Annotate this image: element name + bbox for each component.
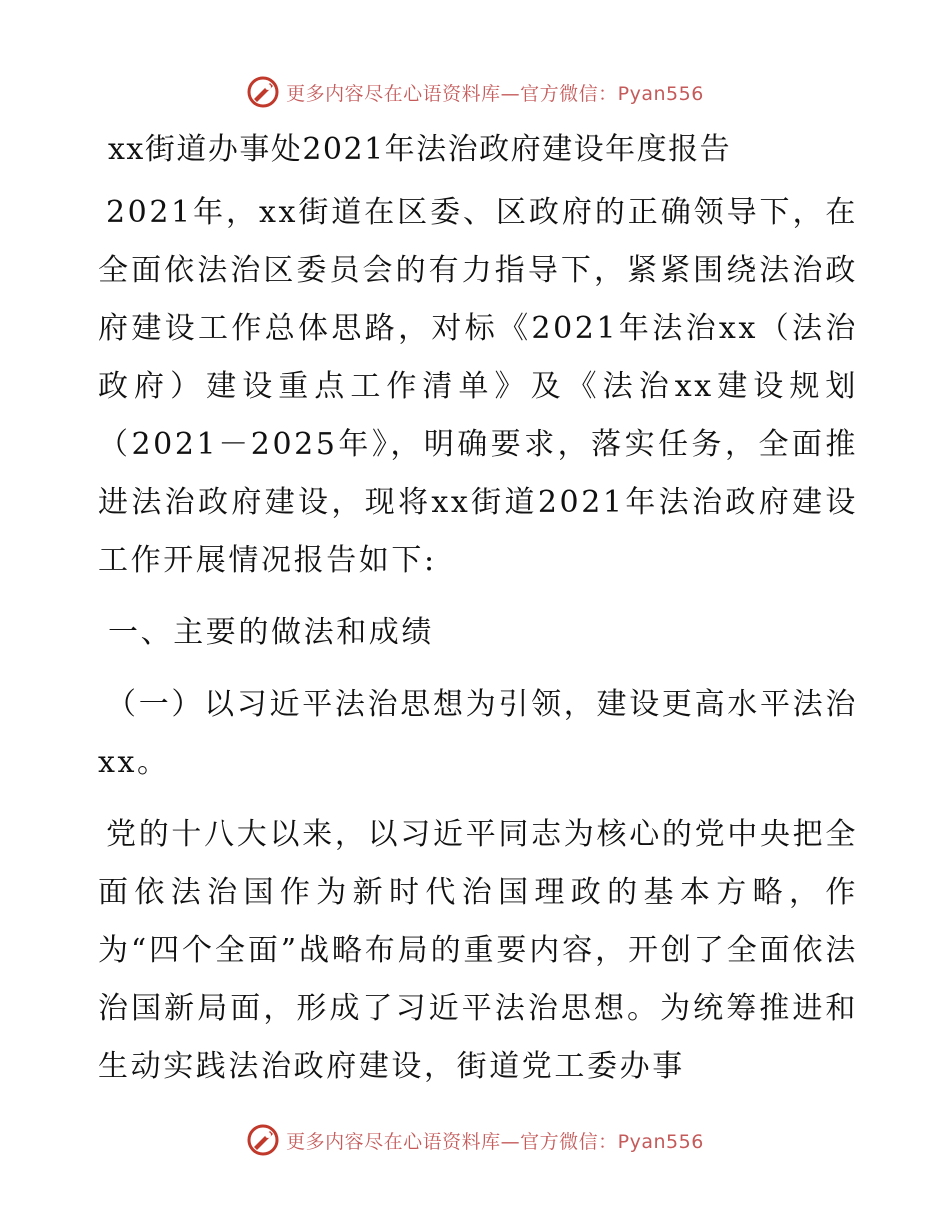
intro-paragraph: 2021年，xx街道在区委、区政府的正确领导下，在全面依法治区委员会的有力指导下，紧紧围绕法治政府建设工作总体思路，对标《2021年法治xx（法治政府）建设重点工作清单》及《法治xx建设规划（2021－2025年》，明确要求，落实任务，全面推进法治政府建设，现将xx街道2021年法治政府建设工作开展情况报告如下:: [98, 195, 858, 578]
header-watermark: [0, 72, 950, 112]
footer-watermark: [0, 1120, 950, 1160]
document-page: [98, 122, 858, 1110]
logo-icon: [246, 1123, 280, 1157]
watermark-text: 更多内容尽在心语资料库—官方微信：Pyan556: [286, 1130, 704, 1153]
document-title: xx街道办事处2021年法治政府建设年度报告: [108, 132, 732, 167]
section-heading: 一、主要的做法和成绩: [108, 615, 434, 650]
body-paragraph: 党的十八大以来，以习近平同志为核心的党中央把全面依法治国作为新时代治国理政的基本方略，作为“四个全面”战略布局的重要内容，开创了全面依法治国新局面，形成了习近平法治思想。为统筹推进和生动实践法治政府建设，街道党工委办事: [98, 817, 858, 1084]
logo-icon: [246, 75, 280, 109]
watermark-text: 更多内容尽在心语资料库—官方微信：Pyan556: [286, 82, 704, 105]
subsection-heading: （一）以习近平法治思想为引领，建设更高水平法治xx。: [98, 687, 858, 780]
